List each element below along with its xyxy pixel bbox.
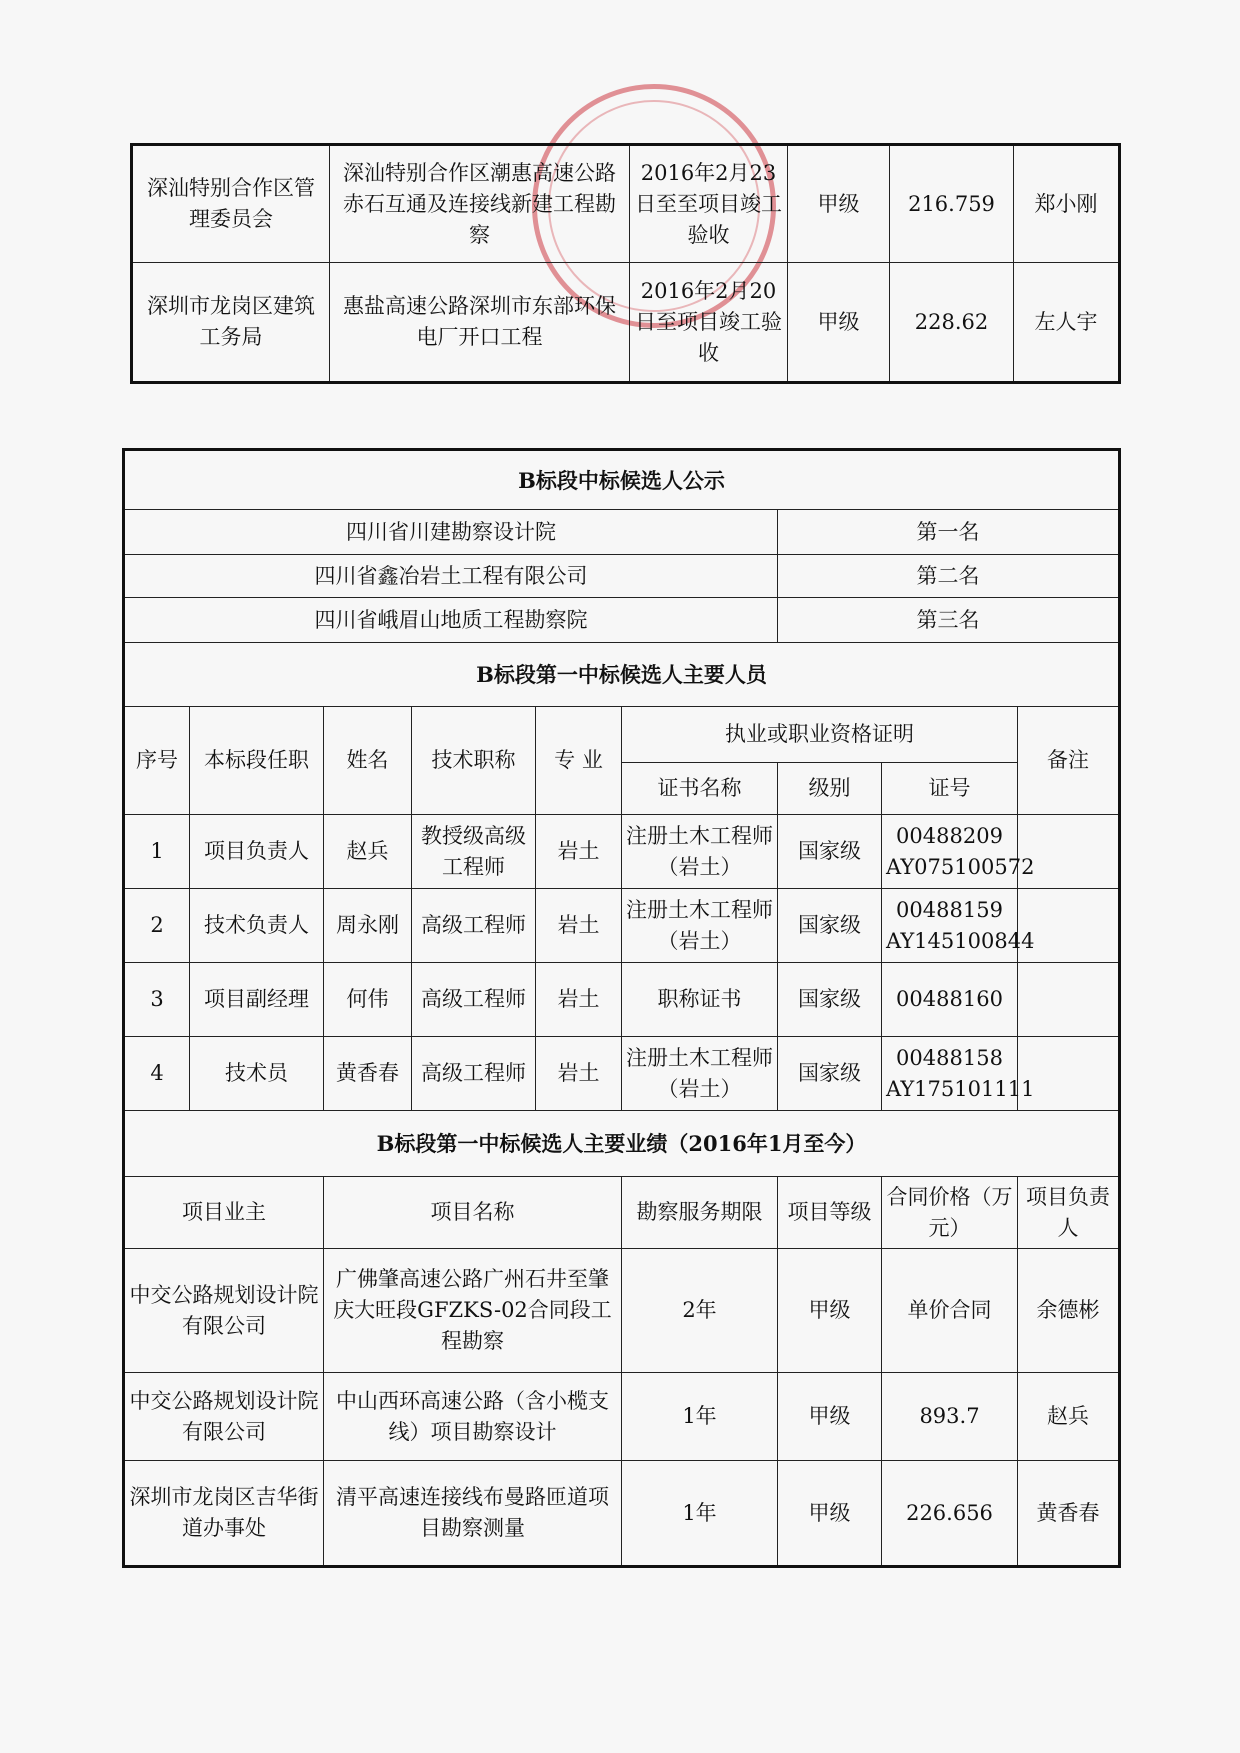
performance-row xyxy=(124,1461,1120,1567)
header-remark: 备注 xyxy=(1018,707,1120,815)
candidate-name: 四川省峨眉山地质工程勘察院 xyxy=(124,598,778,643)
cert-no-line-2: AY145100844 xyxy=(886,928,1035,953)
leader-cell: 余德彬 xyxy=(1018,1249,1120,1373)
grade-cell: 甲级 xyxy=(778,1373,882,1461)
cert-name-cell: 职称证书 xyxy=(622,963,778,1037)
candidate-rank: 第二名 xyxy=(778,555,1120,598)
table-row xyxy=(132,145,1120,263)
period-cell: 2016年2月20日至项目竣工验收 xyxy=(630,263,788,383)
no-cell: 4 xyxy=(124,1037,190,1111)
performance-row xyxy=(124,1373,1120,1461)
cert-no-line-2: AY175101111 xyxy=(886,1076,1035,1101)
leader-cell: 郑小刚 xyxy=(1014,145,1120,263)
period-cell: 1年 xyxy=(622,1373,778,1461)
title-cell: 教授级高级工程师 xyxy=(412,815,536,889)
price-cell: 单价合同 xyxy=(882,1249,1018,1373)
header-owner: 项目业主 xyxy=(124,1177,324,1249)
personnel-row xyxy=(124,963,1120,1037)
no-cell: 1 xyxy=(124,815,190,889)
title-cell: 高级工程师 xyxy=(412,963,536,1037)
candidate-rank: 第三名 xyxy=(778,598,1120,643)
grade-cell: 甲级 xyxy=(778,1249,882,1373)
project-name-cell: 清平高速连接线布曼路匝道项目勘察测量 xyxy=(324,1461,622,1567)
header-grade: 项目等级 xyxy=(778,1177,882,1249)
leader-cell: 赵兵 xyxy=(1018,1373,1120,1461)
candidates-title-row xyxy=(124,450,1120,510)
no-cell: 2 xyxy=(124,889,190,963)
project-name-cell: 惠盐高速公路深圳市东部环保电厂开口工程 xyxy=(330,263,630,383)
candidate-row xyxy=(124,598,1120,643)
candidates-title: B标段中标候选人公示 xyxy=(124,450,1120,510)
major-cell: 岩土 xyxy=(536,889,622,963)
cert-no-line-1: 00488160 xyxy=(896,987,1003,1011)
level-cell: 国家级 xyxy=(778,963,882,1037)
grade-cell: 甲级 xyxy=(778,1461,882,1567)
project-name-cell: 中山西环高速公路（含小榄支线）项目勘察设计 xyxy=(324,1373,622,1461)
cert-no-cell xyxy=(882,815,1035,889)
name-cell: 周永刚 xyxy=(324,889,412,963)
header-price: 合同价格（万元） xyxy=(882,1177,1018,1249)
performance-row xyxy=(124,1249,1120,1373)
candidate-row xyxy=(124,510,1120,555)
title-cell: 高级工程师 xyxy=(412,889,536,963)
personnel-title: B标段第一中标候选人主要人员 xyxy=(124,643,1120,707)
name-cell: 赵兵 xyxy=(324,815,412,889)
header-period: 勘察服务期限 xyxy=(622,1177,778,1249)
owner-cell: 深圳市龙岗区吉华街道办事处 xyxy=(124,1461,324,1567)
header-cert-name: 证书名称 xyxy=(622,763,778,815)
candidate-rank: 第一名 xyxy=(778,510,1120,555)
header-title: 技术职称 xyxy=(412,707,536,815)
personnel-header-row xyxy=(124,707,1120,763)
header-cert: 执业或职业资格证明 xyxy=(622,707,1018,763)
performance-title-row xyxy=(124,1111,1120,1177)
level-cell: 国家级 xyxy=(778,1037,882,1111)
owner-cell: 中交公路规划设计院有限公司 xyxy=(124,1249,324,1373)
cert-no-line-1: 00488209 xyxy=(896,823,1003,848)
header-no: 序号 xyxy=(124,707,190,815)
period-cell: 2016年2月23日至至项目竣工验收 xyxy=(630,145,788,263)
header-major: 专 业 xyxy=(536,707,622,815)
grade-cell: 甲级 xyxy=(788,145,890,263)
header-level: 级别 xyxy=(778,763,882,815)
name-cell: 黄香春 xyxy=(324,1037,412,1111)
header-role: 本标段任职 xyxy=(190,707,324,815)
leader-cell: 左人宇 xyxy=(1014,263,1120,383)
header-project-name: 项目名称 xyxy=(324,1177,622,1249)
period-cell: 1年 xyxy=(622,1461,778,1567)
name-cell: 何伟 xyxy=(324,963,412,1037)
role-cell: 技术员 xyxy=(190,1037,324,1111)
role-cell: 项目负责人 xyxy=(190,815,324,889)
candidate-name: 四川省川建勘察设计院 xyxy=(124,510,778,555)
price-cell: 226.656 xyxy=(882,1461,1018,1567)
level-cell: 国家级 xyxy=(778,889,882,963)
previous-performance-table xyxy=(130,143,1121,384)
personnel-row xyxy=(124,1037,1120,1111)
major-cell: 岩土 xyxy=(536,1037,622,1111)
cert-name-cell: 注册土木工程师（岩土） xyxy=(622,815,778,889)
personnel-title-row xyxy=(124,643,1120,707)
price-cell: 228.62 xyxy=(890,263,1014,383)
section-b-table xyxy=(122,448,1121,1568)
cert-name-cell: 注册土木工程师（岩土） xyxy=(622,889,778,963)
period-cell: 2年 xyxy=(622,1249,778,1373)
role-cell: 技术负责人 xyxy=(190,889,324,963)
performance-title: B标段第一中标候选人主要业绩（2016年1月至今） xyxy=(124,1111,1120,1177)
remark-cell xyxy=(1018,963,1120,1037)
leader-cell: 黄香春 xyxy=(1018,1461,1120,1567)
title-cell: 高级工程师 xyxy=(412,1037,536,1111)
owner-cell: 深圳市龙岗区建筑工务局 xyxy=(132,263,330,383)
header-cert-no: 证号 xyxy=(882,763,1018,815)
owner-cell: 中交公路规划设计院有限公司 xyxy=(124,1373,324,1461)
personnel-row xyxy=(124,889,1120,963)
candidate-name: 四川省鑫冶岩土工程有限公司 xyxy=(124,555,778,598)
project-name-cell: 广佛肇高速公路广州石井至肇庆大旺段GFZKS-02合同段工程勘察 xyxy=(324,1249,622,1373)
cert-no-cell xyxy=(882,1037,1035,1111)
major-cell: 岩土 xyxy=(536,815,622,889)
no-cell: 3 xyxy=(124,963,190,1037)
price-cell: 893.7 xyxy=(882,1373,1018,1461)
level-cell: 国家级 xyxy=(778,815,882,889)
performance-header-row xyxy=(124,1177,1120,1249)
price-cell: 216.759 xyxy=(890,145,1014,263)
personnel-row xyxy=(124,815,1120,889)
owner-cell: 深汕特别合作区管理委员会 xyxy=(132,145,330,263)
header-name: 姓名 xyxy=(324,707,412,815)
header-leader: 项目负责人 xyxy=(1018,1177,1120,1249)
cert-no-cell xyxy=(882,963,1018,1037)
cert-name-cell: 注册土木工程师（岩土） xyxy=(622,1037,778,1111)
cert-no-cell xyxy=(882,889,1035,963)
candidate-row xyxy=(124,555,1120,598)
grade-cell: 甲级 xyxy=(788,263,890,383)
cert-no-line-2: AY075100572 xyxy=(886,854,1035,879)
table-row xyxy=(132,263,1120,383)
major-cell: 岩土 xyxy=(536,963,622,1037)
project-name-cell: 深汕特别合作区潮惠高速公路赤石互通及连接线新建工程勘察 xyxy=(330,145,630,263)
cert-no-line-1: 00488159 xyxy=(896,897,1003,922)
role-cell: 项目副经理 xyxy=(190,963,324,1037)
cert-no-line-1: 00488158 xyxy=(896,1045,1003,1070)
